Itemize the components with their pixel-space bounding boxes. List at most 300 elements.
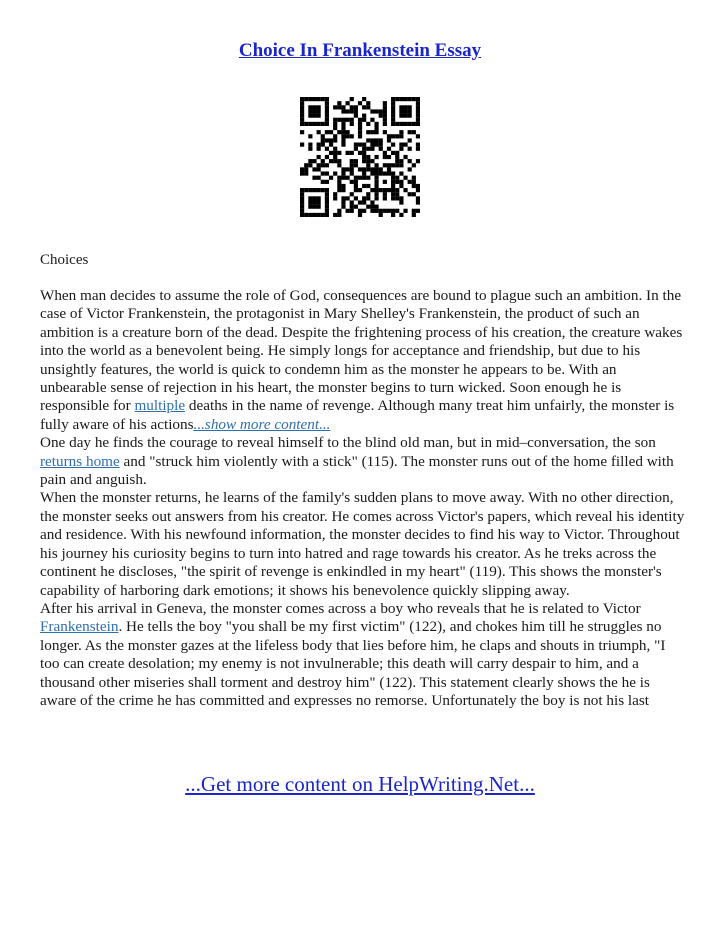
qr-module [354,205,358,209]
qr-module [362,155,366,159]
qr-module [383,196,387,200]
qr-module [383,188,387,192]
qr-module [341,122,345,126]
qr-module [346,134,350,138]
qr-module [358,213,362,217]
qr-module [383,171,387,175]
qr-module [358,176,362,180]
qr-module [395,122,399,126]
qr-module [408,147,412,151]
qr-module [321,213,325,217]
qr-module [354,184,358,188]
qr-module [416,114,420,118]
qr-module [300,192,304,196]
qr-module [370,109,374,113]
qr-module [374,196,378,200]
qr-module [391,184,395,188]
qr-module [337,209,341,213]
qr-module [374,155,378,159]
qr-module [325,196,329,200]
qr-module [333,192,337,196]
qr-module [321,97,325,101]
qr-module [362,176,366,180]
paragraph-3: When the monster returns, he learns of the family's sudden plans to move away. With no other direction, the monster seeks out answers from his creator. He comes across Victor's papers, which reveal his identity and residence. With his newfound information, the monster decides to find his way to Victor. Throughout his journey his curiosity begins to turn into hatred and rage towards his creator. As he treks across the continent he discloses, "the spirit of revenge is enkindled in my heart" (119). This shows the monster's capability of harboring dark emotions; it shows his benevolence quickly slipping away. [40,489,685,599]
qr-module [346,109,350,113]
qr-module [387,155,391,159]
qr-module [412,192,416,196]
qr-module [399,196,403,200]
qr-module [337,151,341,155]
qr-module [350,192,354,196]
qr-module [403,97,407,101]
qr-module [304,97,308,101]
qr-module [317,147,321,151]
qr-module [366,205,370,209]
qr-module [374,176,378,180]
qr-module [387,171,391,175]
qr-module [383,163,387,167]
qr-module [408,130,412,134]
qr-module [370,118,374,122]
qr-module [358,188,362,192]
qr-module [391,134,395,138]
qr-module [333,151,337,155]
qr-module [391,101,395,105]
qr-module [399,105,403,109]
qr-module [362,147,366,151]
qr-module [354,143,358,147]
qr-module [312,122,316,126]
qr-module [321,143,325,147]
qr-module [374,209,378,213]
qr-code-image [300,97,420,217]
qr-module [333,147,337,151]
qr-module [395,176,399,180]
qr-module [366,176,370,180]
qr-module [379,114,383,118]
qr-module [374,184,378,188]
qr-module [358,167,362,171]
qr-module [304,171,308,175]
qr-module [312,205,316,209]
qr-module [362,159,366,163]
qr-module [399,143,403,147]
qr-module [325,163,329,167]
qr-module [312,105,316,109]
qr-module [362,171,366,175]
qr-module [370,143,374,147]
qr-module [300,105,304,109]
qr-module [300,213,304,217]
qr-module [366,101,370,105]
qr-module [383,130,387,134]
qr-module [399,134,403,138]
qr-module [395,97,399,101]
qr-module [391,188,395,192]
qr-module [350,167,354,171]
qr-module [308,105,312,109]
qr-module [391,114,395,118]
qr-module [374,163,378,167]
qr-module [391,180,395,184]
qr-module [337,213,341,217]
qr-module [308,200,312,204]
qr-module [312,200,316,204]
qr-module [383,101,387,105]
qr-module [370,205,374,209]
qr-module [416,97,420,101]
qr-module [383,151,387,155]
qr-module [387,188,391,192]
qr-module [300,205,304,209]
qr-module [412,213,416,217]
qr-module [416,118,420,122]
qr-module [395,159,399,163]
qr-module [395,188,399,192]
qr-module [370,209,374,213]
qr-module [325,109,329,113]
qr-module [412,122,416,126]
qr-module [341,118,345,122]
qr-module [321,134,325,138]
qr-module [308,114,312,118]
qr-module [325,209,329,213]
qr-module [362,200,366,204]
qr-module [379,171,383,175]
qr-module [412,209,416,213]
paragraph-4-text-a: After his arrival in Geneva, the monster comes across a boy who reveals that he is related to Victor [40,599,641,617]
qr-module [325,101,329,105]
qr-module [383,180,387,184]
qr-module [341,205,345,209]
qr-module [408,192,412,196]
qr-module [317,143,321,147]
qr-module [321,171,325,175]
qr-module [391,171,395,175]
qr-module [317,122,321,126]
qr-module [329,159,333,163]
qr-module [325,192,329,196]
qr-module [366,196,370,200]
returns-home-link[interactable]: returns home [40,452,120,470]
qr-module [346,196,350,200]
qr-module [358,101,362,105]
qr-module [312,213,316,217]
qr-module [341,105,345,109]
qr-module [350,200,354,204]
document-title [0,38,720,64]
qr-module [350,151,354,155]
qr-module [300,109,304,113]
qr-module [370,167,374,171]
qr-module [354,105,358,109]
qr-module [300,118,304,122]
qr-module [304,163,308,167]
qr-module [341,138,345,142]
qr-module [383,209,387,213]
qr-module [304,122,308,126]
qr-module [358,143,362,147]
qr-module [317,163,321,167]
qr-module [304,213,308,217]
qr-module [350,180,354,184]
qr-module [416,188,420,192]
qr-module [383,122,387,126]
qr-module [370,188,374,192]
qr-module [333,126,337,130]
qr-module [333,171,337,175]
qr-module [354,180,358,184]
qr-module [350,171,354,175]
qr-module [408,105,412,109]
qr-module [325,200,329,204]
qr-module [308,109,312,113]
qr-module [325,122,329,126]
qr-module [366,167,370,171]
essay-body [40,287,685,710]
qr-module [350,159,354,163]
qr-module [412,163,416,167]
qr-module [374,126,378,130]
qr-module [416,147,420,151]
qr-module [387,138,391,142]
qr-module [408,122,412,126]
qr-module [341,126,345,130]
qr-module [379,213,383,217]
qr-module [325,213,329,217]
qr-module [387,147,391,151]
qr-module [374,171,378,175]
qr-module [391,97,395,101]
qr-module [341,188,345,192]
qr-module [317,196,321,200]
qr-module [358,130,362,134]
qr-module [337,159,341,163]
qr-module [337,184,341,188]
qr-module [391,105,395,109]
qr-module [416,101,420,105]
qr-module [308,147,312,151]
qr-module [403,155,407,159]
qr-module [383,155,387,159]
qr-module [325,118,329,122]
qr-module [408,97,412,101]
qr-module [370,130,374,134]
qr-module [358,134,362,138]
qr-module [387,167,391,171]
qr-module [383,118,387,122]
qr-module [383,114,387,118]
qr-module [366,122,370,126]
qr-module [317,205,321,209]
qr-module [391,143,395,147]
qr-module [346,118,350,122]
qr-module [383,105,387,109]
qr-module [341,184,345,188]
qr-module [403,114,407,118]
qr-module [308,205,312,209]
qr-module [329,176,333,180]
qr-module [399,114,403,118]
title-link[interactable]: Choice In Frankenstein Essay [238,40,482,61]
qr-module [300,196,304,200]
qr-module [387,134,391,138]
qr-module [317,200,321,204]
qr-module [408,180,412,184]
qr-module [358,200,362,204]
paragraph-2-text-b: and "struck him violently with a stick" (115). The monster runs out of the home filled with pain and anguish. [40,452,674,489]
qr-module [379,209,383,213]
qr-module [329,130,333,134]
qr-module [366,163,370,167]
qr-module [358,151,362,155]
qr-module [337,163,341,167]
qr-module [370,200,374,204]
qr-module [325,180,329,184]
qr-module [379,109,383,113]
qr-module [354,163,358,167]
qr-module [329,143,333,147]
qr-module [337,176,341,180]
qr-module [341,134,345,138]
qr-module [325,188,329,192]
qr-module [395,155,399,159]
qr-module [366,192,370,196]
qr-module [416,184,420,188]
qr-module [308,143,312,147]
qr-module [325,130,329,134]
qr-module [312,159,316,163]
qr-module [379,167,383,171]
frankenstein-link[interactable]: Frankenstein [40,618,119,636]
qr-module [399,109,403,113]
qr-module [366,130,370,134]
qr-module [317,167,321,171]
show-more-link[interactable]: ...show more content... [193,415,331,433]
qr-module [395,163,399,167]
qr-module [416,105,420,109]
qr-module [387,209,391,213]
qr-module [399,184,403,188]
qr-module [350,109,354,113]
qr-module [416,134,420,138]
qr-module [350,163,354,167]
qr-module [366,105,370,109]
qr-module [308,97,312,101]
paragraph-4 [40,600,685,710]
qr-module [374,109,378,113]
qr-module [374,143,378,147]
get-more-content-link[interactable]: ...Get more content on HelpWriting.Net... [185,772,535,796]
qr-module [341,143,345,147]
qr-module [350,209,354,213]
footer [0,771,720,797]
qr-module [317,114,321,118]
qr-module [354,147,358,151]
qr-module [317,188,321,192]
qr-module [329,151,333,155]
qr-module [399,159,403,163]
qr-module [399,122,403,126]
qr-module [403,176,407,180]
qr-module [300,209,304,213]
qr-module [399,180,403,184]
qr-module [412,130,416,134]
qr-module [395,192,399,196]
qr-module [416,109,420,113]
qr-module [362,151,366,155]
qr-module [416,143,420,147]
qr-module [358,209,362,213]
qr-module [354,109,358,113]
qr-module [403,105,407,109]
qr-module [346,209,350,213]
qr-module [321,188,325,192]
qr-module [416,196,420,200]
qr-module [325,147,329,151]
qr-module [416,159,420,163]
paragraph-2-text-a: One day he finds the courage to reveal himself to the blind old man, but in mid–conversation, the son [40,434,656,452]
qr-module [341,200,345,204]
qr-module [333,159,337,163]
qr-module [370,159,374,163]
qr-module [300,143,304,147]
qr-module [391,192,395,196]
qr-module [354,114,358,118]
qr-module [350,118,354,122]
qr-module [362,209,366,213]
qr-module [354,188,358,192]
qr-module [391,109,395,113]
qr-module [321,163,325,167]
qr-module [304,188,308,192]
paragraph-1-text-a: When man decides to assume the role of God, consequences are bound to plague such an ambition. In the case of Victor Frankenstein, the protagonist in Mary Shelley's Frankenstein, the product of such an ambition is a creature born of the dead. Despite the frightening process of his creation, the creature wakes into the world as a benevolent being. He simply longs for acceptance and friendship, but due to his unsightly features, the world is quick to condemn him as the monster he appears to be. With an unbearable sense of rejection in his heart, the monster begins to turn wicked. Soon enough he is responsible for [40,287,683,415]
multiple-link[interactable]: multiple [134,397,186,415]
qr-module [341,176,345,180]
qr-module [337,130,341,134]
qr-module [408,109,412,113]
qr-module [337,180,341,184]
qr-module [408,159,412,163]
qr-module [337,118,341,122]
qr-module [403,122,407,126]
qr-module [346,101,350,105]
qr-module [362,105,366,109]
qr-module [333,155,337,159]
qr-module [308,159,312,163]
qr-module [312,114,316,118]
qr-module [416,209,420,213]
qr-module [362,167,366,171]
qr-module [341,130,345,134]
qr-module [416,200,420,204]
qr-module [346,130,350,134]
qr-module [379,147,383,151]
paragraph-2 [40,434,685,489]
qr-module [366,147,370,151]
qr-module [395,196,399,200]
qr-module [395,151,399,155]
qr-module [412,97,416,101]
qr-module [321,122,325,126]
qr-module [391,196,395,200]
qr-module [350,205,354,209]
qr-module [337,105,341,109]
qr-module [362,196,366,200]
qr-module [317,97,321,101]
qr-module [333,134,337,138]
qr-module [399,147,403,151]
